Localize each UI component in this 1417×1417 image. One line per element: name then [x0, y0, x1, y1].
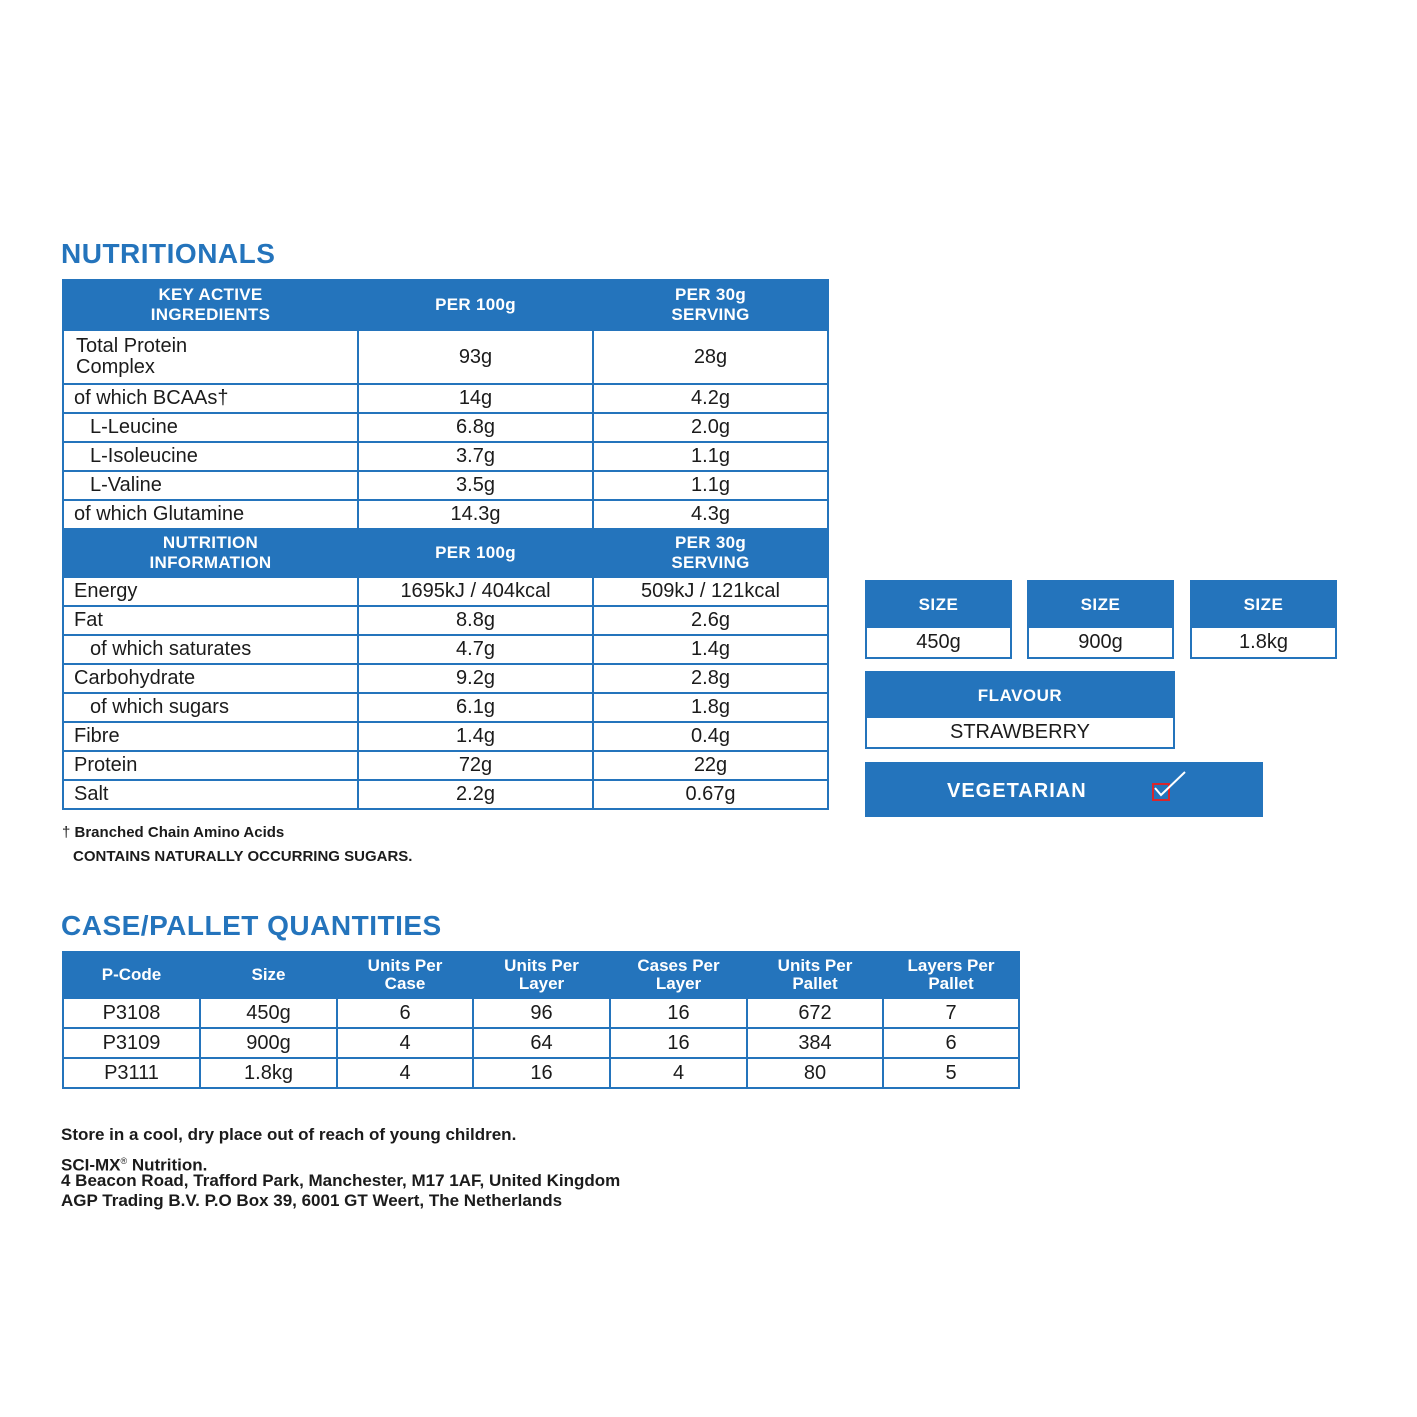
flavour-label: FLAVOUR [867, 673, 1173, 718]
case-pallet-table [62, 951, 1020, 1089]
header-layers-per-pallet: Layers Per Pallet [883, 952, 1019, 998]
row-value-per100: 72g [358, 751, 593, 780]
row-label: L-Valine [63, 471, 358, 500]
header-nutrition-information: NUTRITION INFORMATION [63, 529, 358, 577]
row-value-per100: 1.4g [358, 722, 593, 751]
table-row [63, 330, 828, 384]
table-row [63, 442, 828, 471]
header-cases-per-layer: Cases Per Layer [610, 952, 747, 998]
header-units-per-case: Units Per Case [337, 952, 473, 998]
row-label: Carbohydrate [63, 664, 358, 693]
row-label: L-Isoleucine [63, 442, 358, 471]
header-per-100g: PER 100g [358, 280, 593, 330]
table-row [63, 635, 828, 664]
row-value-per100: 14g [358, 384, 593, 413]
address-nl: AGP Trading B.V. P.O Box 39, 6001 GT Weert, The Netherlands [61, 1191, 563, 1210]
cell-units-per-case: 4 [337, 1058, 473, 1088]
cell-cases-per-layer: 4 [610, 1058, 747, 1088]
vegetarian-label: VEGETARIAN [947, 780, 1087, 802]
row-value-per30: 0.4g [593, 722, 828, 751]
row-value-per100: 2.2g [358, 780, 593, 809]
row-value-per30: 1.8g [593, 693, 828, 722]
key-active-header-row [63, 280, 828, 330]
row-label: Total Protein Complex [63, 330, 358, 384]
cell-units-per-pallet: 384 [747, 1028, 883, 1058]
row-value-per30: 28g [593, 330, 828, 384]
table-row [63, 998, 1019, 1028]
flavour-box [865, 671, 1175, 749]
row-label: Energy [63, 577, 358, 606]
row-value-per30: 22g [593, 751, 828, 780]
size-label: SIZE [867, 582, 1010, 628]
registered-mark: ® [120, 1156, 128, 1166]
header-units-per-pallet: Units Per Pallet [747, 952, 883, 998]
row-label: of which saturates [63, 635, 358, 664]
header-per-30g-serving: PER 30g SERVING [593, 529, 828, 577]
cell-layers-per-pallet: 6 [883, 1028, 1019, 1058]
case-pallet-title: CASE/PALLET QUANTITIES [61, 910, 442, 941]
header-per-30g-serving: PER 30g SERVING [593, 280, 828, 330]
cell-size: 450g [200, 998, 337, 1028]
cell-size: 900g [200, 1028, 337, 1058]
table-row [63, 413, 828, 442]
storage-instructions: Store in a cool, dry place out of reach of young children. [61, 1125, 517, 1144]
row-value-per30: 2.6g [593, 606, 828, 635]
table-row [63, 1028, 1019, 1058]
row-value-per30: 1.1g [593, 471, 828, 500]
row-label: L-Leucine [63, 413, 358, 442]
row-value-per30: 2.8g [593, 664, 828, 693]
row-value-per30: 4.2g [593, 384, 828, 413]
cell-units-per-layer: 64 [473, 1028, 610, 1058]
row-label: of which sugars [63, 693, 358, 722]
table-row [63, 577, 828, 606]
table-row [63, 722, 828, 751]
cell-p-code: P3111 [63, 1058, 200, 1088]
nutritionals-title: NUTRITIONALS [61, 238, 276, 269]
row-value-per100: 3.7g [358, 442, 593, 471]
cell-layers-per-pallet: 7 [883, 998, 1019, 1028]
row-value-per30: 0.67g [593, 780, 828, 809]
size-value: 450g [916, 631, 961, 653]
row-value-per30: 4.3g [593, 500, 828, 529]
row-label: of which BCAAs† [63, 384, 358, 413]
row-value-per100: 9.2g [358, 664, 593, 693]
table-row [63, 606, 828, 635]
row-value-per30: 1.4g [593, 635, 828, 664]
size-value: 1.8kg [1239, 631, 1288, 653]
brand-suffix: Nutrition. [127, 1155, 208, 1175]
row-value-per30: 1.1g [593, 442, 828, 471]
cell-units-per-layer: 16 [473, 1058, 610, 1088]
row-value-per30: 509kJ / 121kcal [593, 577, 828, 606]
row-label: of which Glutamine [63, 500, 358, 529]
row-label: Fat [63, 606, 358, 635]
row-label: Fibre [63, 722, 358, 751]
vegetarian-badge [865, 762, 1263, 817]
cell-p-code: P3109 [63, 1028, 200, 1058]
footnote-bcaa [62, 824, 284, 841]
size-value: 900g [1078, 631, 1123, 653]
table-row [63, 1058, 1019, 1088]
size-label: SIZE [1029, 582, 1172, 628]
row-value-per100: 8.8g [358, 606, 593, 635]
footnote-sugars: CONTAINS NATURALLY OCCURRING SUGARS. [73, 848, 413, 865]
row-label: Salt [63, 780, 358, 809]
row-value-per100: 6.1g [358, 693, 593, 722]
cell-p-code: P3108 [63, 998, 200, 1028]
header-size: Size [200, 952, 337, 998]
table-row [63, 384, 828, 413]
cell-units-per-layer: 96 [473, 998, 610, 1028]
cell-units-per-case: 4 [337, 1028, 473, 1058]
row-label: Protein [63, 751, 358, 780]
table-row [63, 693, 828, 722]
size-label: SIZE [1192, 582, 1335, 628]
cell-cases-per-layer: 16 [610, 998, 747, 1028]
cell-size: 1.8kg [200, 1058, 337, 1088]
row-value-per100: 6.8g [358, 413, 593, 442]
cell-units-per-case: 6 [337, 998, 473, 1028]
brand-name: SCI-MX [61, 1155, 121, 1175]
cell-units-per-pallet: 672 [747, 998, 883, 1028]
dagger-mark: † [62, 824, 71, 841]
table-row [63, 500, 828, 529]
address-uk: 4 Beacon Road, Trafford Park, Manchester, M17 1AF, United Kingdom [61, 1171, 621, 1190]
size-box-900g [1027, 580, 1174, 659]
table-row [63, 751, 828, 780]
table-row [63, 780, 828, 809]
size-box-1-8kg [1190, 580, 1337, 659]
table-row [63, 664, 828, 693]
row-value-per100: 14.3g [358, 500, 593, 529]
header-p-code: P-Code [63, 952, 200, 998]
header-units-per-layer: Units Per Layer [473, 952, 610, 998]
row-value-per30: 2.0g [593, 413, 828, 442]
row-value-per100: 1695kJ / 404kcal [358, 577, 593, 606]
row-value-per100: 93g [358, 330, 593, 384]
cell-cases-per-layer: 16 [610, 1028, 747, 1058]
flavour-value: STRAWBERRY [949, 721, 1091, 743]
table-row [63, 471, 828, 500]
footnote-bcaa-text: Branched Chain Amino Acids [74, 824, 285, 841]
cell-layers-per-pallet: 5 [883, 1058, 1019, 1088]
row-value-per100: 4.7g [358, 635, 593, 664]
size-box-450g [865, 580, 1012, 659]
case-header-row [63, 952, 1019, 998]
cell-units-per-pallet: 80 [747, 1058, 883, 1088]
nutrition-info-header-row [63, 529, 828, 577]
row-value-per100: 3.5g [358, 471, 593, 500]
header-per-100g: PER 100g [358, 529, 593, 577]
nutrition-table [62, 279, 829, 810]
header-key-active-ingredients: KEY ACTIVE INGREDIENTS [63, 280, 358, 330]
checkbox-checked-icon [1149, 770, 1189, 810]
